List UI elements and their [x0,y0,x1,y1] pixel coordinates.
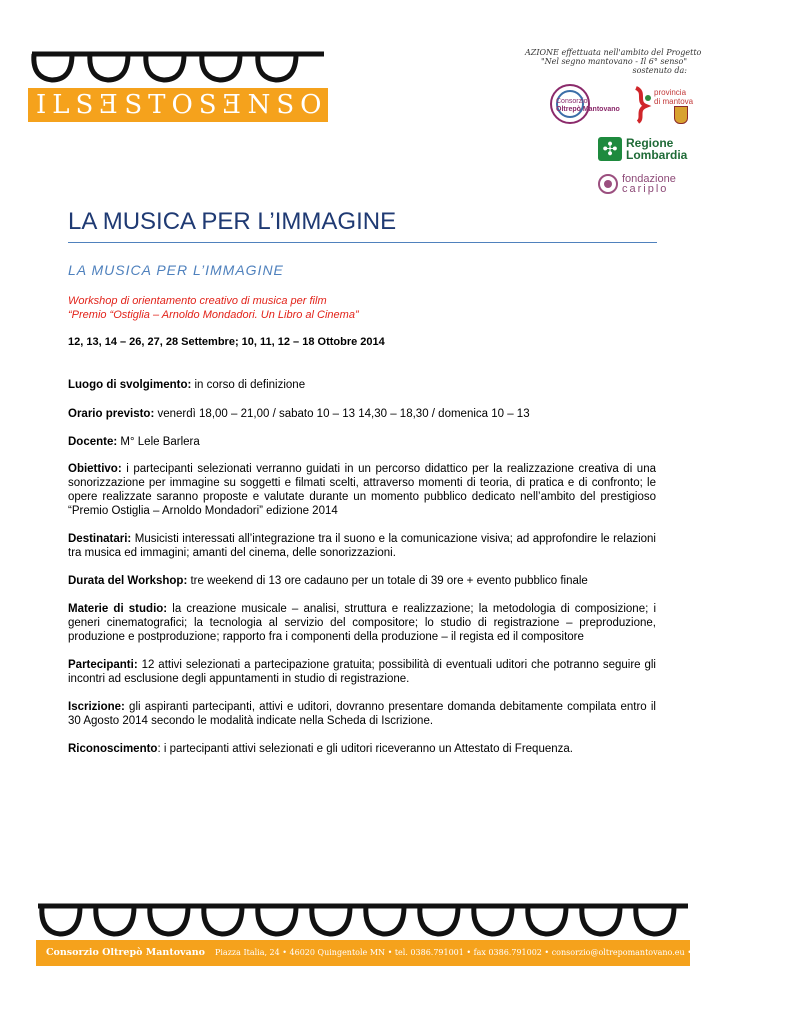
page-title: LA MUSICA PER L’IMMAGINE [68,208,397,235]
section-label: Riconoscimento [68,743,158,755]
section-text: venerdì 18,00 – 21,00 / sabato 10 – 13 14,30 – 18,30 / domenica 10 – 13 [154,408,530,420]
section-label: Luogo di svolgimento: [68,379,192,391]
section-label: Iscrizione: [68,701,125,713]
section-text: Musicisti interessati all’integrazione tra il suono e la comunicazione visiva; ad approfondire le relazioni tra musica ed immagini; amanti del cinema, delle sonorizzazioni. [68,533,656,559]
regione-logo-line: Regione [626,136,674,150]
logo-wordmark: ILSƎSTOSƎNSO [28,88,328,122]
section-duration [68,574,656,588]
cariplo-logo [598,174,688,198]
glasses-logo-icon [28,48,328,88]
regione-cross-icon: ✣ [598,137,622,161]
cariplo-logo-line: cariplo [622,183,669,195]
section-text: : i partecipanti attivi selezionati e gli uditori riceveranno un Attestato di Frequenza. [157,743,573,755]
section-participants [68,658,656,686]
consorzio-logo-line: Oltrepò Mantovano [556,106,620,113]
sponsor-line: AZIONE effettuata nell'ambito del Progetto [525,48,702,57]
provincia-logo [632,84,692,126]
section-text: tre weekend di 13 ore cadauno per un totale di 39 ore + evento pubblico finale [187,575,588,587]
section-subjects [68,602,656,644]
section-audience [68,532,656,560]
section-text: la creazione musicale – analisi, struttura e realizzazione; la metodologia di composizione; i generi cinematografici; la tecnologia al servizio del compositore; lo studio di registrazione – preproduzione, produzione e postproduzione; rapporto fra i componenti della produzione – il regista ed il compositore [68,603,657,643]
intro-line: “Premio “Ostiglia – Arnoldo Mondadori. Un Libro al Cinema” [68,309,359,321]
intro-text [68,294,658,322]
section-text: i partecipanti selezionati verranno guidati in un percorso didattico per la realizzazione creativa di una sonorizzazione per immagine su soggetti e filmati scelti, attraverso momenti di teoria, di pratica e di confronto; le opere realizzate saranno proposte e valutate durante un momento pubblico dedicato nell’ambito del prestigioso “Premio Ostiglia – Arnoldo Mondadori” edizione 2014 [68,463,656,517]
page-subtitle: LA MUSICA PER L’IMMAGINE [68,262,284,278]
section-label: Destinatari: [68,533,132,545]
section-objective [68,462,656,518]
sponsor-line: sostenuto da: [632,66,687,75]
regione-logo [598,136,688,164]
section-teacher [68,435,656,449]
provincia-logo-line: provincia [654,88,687,97]
section-text: M° Lele Barlera [117,436,200,448]
consorzio-logo-line: Consorzio [556,98,588,105]
title-divider [68,242,657,243]
section-registration [68,700,656,728]
section-label: Durata del Workshop: [68,575,188,587]
regione-logo-line: Lombardia [626,148,688,162]
section-text: gli aspiranti partecipanti, attivi e uditori, dovranno presentare domanda debitamente compilata entro il 30 Agosto 2014 secondo le modalità indicate nella Scheda di Iscrizione. [68,701,656,727]
coat-of-arms-icon [674,106,688,124]
footer-bar [36,940,803,966]
glasses-row-icon [36,900,690,940]
section-label: Materie di studio: [68,603,168,615]
workshop-dates: 12, 13, 14 – 26, 27, 28 Settembre; 10, 11, 12 – 18 Ottobre 2014 [68,336,385,348]
section-certificate [68,742,656,756]
section-label: Orario previsto: [68,408,155,420]
footer-contacts: Piazza Italia, 24 • 46020 Quingentole MN • tel. 0386.791001 • fax 0386.791002 • consorzio@oltrepomantovano.eu • www.oltrepomantovano.eu [214,948,803,957]
section-schedule [68,407,656,421]
section-text: in corso di definizione [191,379,306,391]
section-label: Partecipanti: [68,659,138,671]
provincia-logo-line: di mantova [654,97,694,106]
cariplo-logo-icon [598,174,618,194]
consorzio-logo [548,82,618,128]
section-label: Docente: [68,436,118,448]
provincia-logo-icon [632,84,654,124]
section-text: 12 attivi selezionati a partecipazione gratuita; possibilità di eventuali uditori che potranno seguire gli incontri ad esclusione degli appuntamenti in studio di registrazione. [68,659,656,685]
footer-org-name: Consorzio Oltrepò Mantovano [46,947,205,958]
sponsor-note [525,48,702,75]
sponsor-line: "Nel segno mantovano - Il 6° senso" [540,57,687,66]
intro-line: Workshop di orientamento creativo di musica per film [68,295,327,307]
cariplo-logo-line: fondazione [622,173,676,185]
section-label: Obiettivo: [68,463,122,475]
section-location [68,378,656,392]
